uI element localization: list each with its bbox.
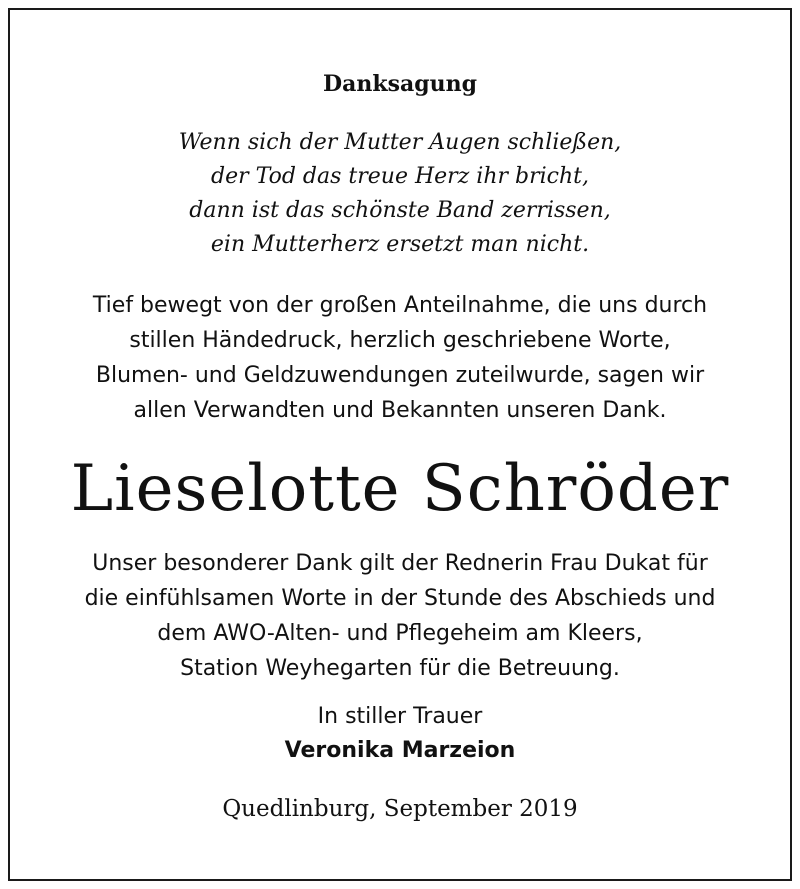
- signer-name: Veronika Marzeion: [284, 738, 516, 763]
- poem-line: ein Mutterherz ersetzt man nicht.: [210, 232, 590, 257]
- thanks-paragraph: [0, 288, 800, 428]
- closing: [0, 700, 800, 768]
- paragraph-line: Unser besonderer Dank gilt der Rednerin Frau Dukat für: [92, 551, 708, 576]
- paragraph-line: Station Weyhegarten für die Betreuung.: [180, 656, 620, 681]
- poem: [0, 126, 800, 262]
- mourning-phrase: In stiller Trauer: [317, 704, 483, 729]
- paragraph-line: die einfühlsamen Worte in der Stunde des Abschieds und: [84, 586, 716, 611]
- deceased-name: Lieselotte Schröder: [70, 452, 730, 526]
- notice-heading: Danksagung: [323, 71, 477, 97]
- paragraph-line: Tief bewegt von der großen Anteilnahme, die uns durch: [92, 293, 708, 318]
- poem-line: der Tod das treue Herz ihr bricht,: [211, 164, 589, 189]
- special-thanks-paragraph: [0, 546, 800, 686]
- poem-line: dann ist das schönste Band zerrissen,: [189, 198, 611, 223]
- place-and-date: Quedlinburg, September 2019: [222, 796, 578, 822]
- paragraph-line: stillen Händedruck, herzlich geschriebene Worte,: [129, 328, 671, 353]
- paragraph-line: allen Verwandten und Bekannten unseren Dank.: [133, 398, 667, 423]
- paragraph-line: dem AWO-Alten- und Pflegeheim am Kleers,: [157, 621, 643, 646]
- poem-line: Wenn sich der Mutter Augen schließen,: [178, 130, 622, 155]
- paragraph-line: Blumen- und Geldzuwendungen zuteilwurde, sagen wir: [95, 363, 705, 388]
